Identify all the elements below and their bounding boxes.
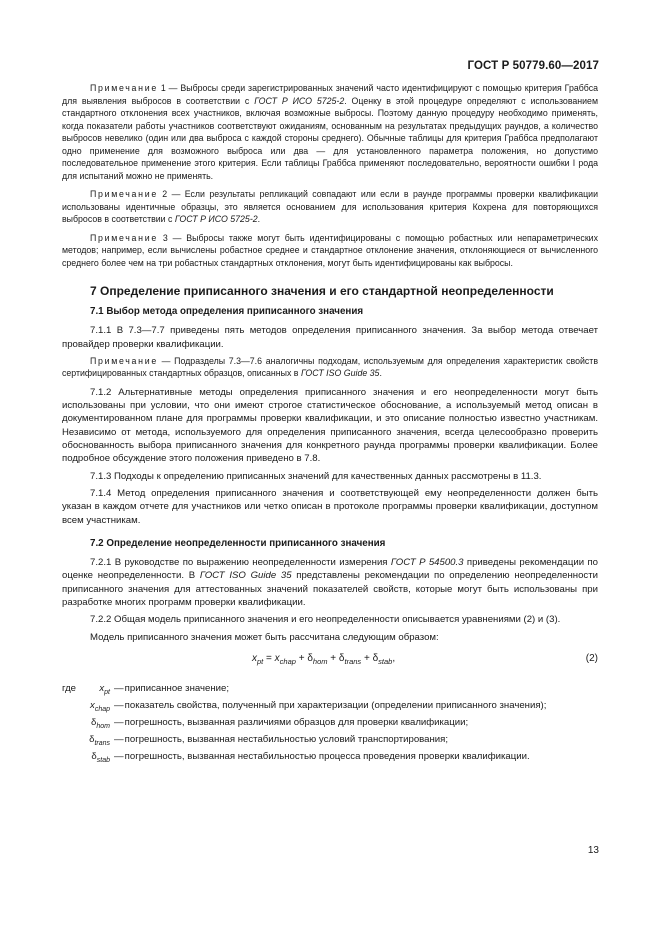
page-body	[62, 82, 598, 766]
definition-row	[62, 733, 598, 750]
note-2	[62, 188, 598, 226]
definition-row	[62, 716, 598, 733]
paragraph-text: 7.2.1 В руководстве по выражению неопределенности измерения	[90, 557, 391, 569]
document-id: ГОСТ Р 50779.60—2017	[467, 60, 599, 72]
note-label: Примечание	[90, 232, 158, 243]
note-1	[62, 82, 598, 182]
definition-symbol: $\delta_{hom}$	[91, 716, 110, 730]
page-number: 13	[587, 845, 599, 856]
formula-sub: hom	[312, 656, 328, 666]
formula-term: δ	[338, 652, 345, 664]
formula-term: δ	[307, 652, 313, 664]
standard-reference: ГОСТ Р 54500.3	[390, 557, 464, 569]
paragraph-7-1-3: 7.1.3 Подходы к определению приписанных значений для качественных данных рассмотрены в 11.3.	[90, 470, 542, 482]
paragraph-7-1-1: 7.1.1 В 7.3—7.7 приведены пять методов определения приписанного значения. За выбор метода отвечает провайдер проверки квалификации.	[62, 325, 598, 350]
note-text: — Подразделы 7.3—7.6 аналогичны подходам, используемым для определения характеристик свойств сертифицированных стандартных образцов, описанных в	[62, 355, 598, 379]
subsection-heading: 7.2 Определение неопределенности приписанного значения	[90, 537, 386, 549]
paragraph-model: Модель приписанного значения может быть рассчитана следующим образом:	[90, 631, 439, 643]
note-label: Примечание	[90, 83, 158, 93]
formula-term: δ	[372, 652, 379, 664]
note-3	[62, 232, 598, 270]
definition-symbol: $\delta_{stab}$	[91, 750, 110, 764]
standard-reference: ГОСТ Р ИСО 5725-2	[174, 214, 258, 224]
paragraph-7-2-1	[62, 556, 598, 609]
note-text-tail: .	[379, 368, 382, 379]
formula: $x_{pt} = x_{chap} + \delta_{hom} + \delta_{trans} + \delta_{stab}$,	[252, 652, 396, 666]
equation-2	[62, 650, 598, 672]
definition-symbol: $\delta_{trans}$	[89, 733, 110, 747]
definition-text: — приписанное значение;	[114, 682, 229, 694]
definition-text: — погрешность, вызванная различиями образцов для проверки квалификации;	[114, 716, 469, 728]
paragraph-7-1-2: 7.1.2 Альтернативные методы определения приписанного значения и его неопределенности могут быть использованы при условии, что они имеют строгое статистическое обоснование, а используемый метод описан в документированном плане для программы проверки квалификации, и это описание полностью известно участникам. Независимо от метода, используемого для определения приписанного значения, всегда целесообразно проверить обоснованность выбора приписанного значения для конкретного раунда программы проверки квалификации. Более подробное обсуждение этого положения приведено в 7.8.	[62, 386, 598, 465]
note-text: 1 — Выбросы среди зарегистрированных значений часто идентифицируют с помощью критерия Граббса для выявления выбросов в соответствии с	[62, 83, 598, 106]
definitions-list	[62, 682, 598, 767]
formula-sub: stab	[378, 656, 393, 666]
definition-row	[62, 699, 598, 716]
note-7-1	[62, 355, 598, 380]
note-text: 2 — Если результаты репликаций совпадают или если в раунде программы проверки квалификации использованы идентичные образцы, это является основанием для использования критерия Кохрена для повторяющихся выбросов в соответствии с	[62, 189, 598, 224]
note-text-tail: . Оценку в этой процедуре определяют с использованием стандартного отклонения всех участников, включая возможные выбросы. Поэтому данную процедуру необходимо применять, когда показатели работы участников соответствуют ожиданиям, основанным на результатах предыдущих раундов, а количество выбросов невелико (один или два выброса с каждой стороны среднего). Обычные таблицы для критерия Граббса предполагают одно применение для возможного выброса или два — для установленного параметра положения, но допустимо последовательное применение этого критерия. Если таблицы Граббса применяют последовательно, вероятности ошибки I рода для испытаний можно не применять.	[62, 95, 599, 181]
paragraph-text: приведены рекомендации по оценке неопределенности. В	[62, 557, 598, 582]
subsection-heading: 7.1 Выбор метода определения приписанного значения	[90, 306, 364, 317]
definition-symbol: $x_{pt}$	[99, 682, 110, 696]
formula-sub: trans	[344, 656, 362, 666]
where-label: где	[62, 682, 77, 694]
note-text: 3 — Выбросы также могут быть идентифицированы с помощью робастных или непараметрических методов; например, если вычислены робастное среднее и стандартное отклонение значения, отклоняющиеся от вычисленного среднего более чем на три робастных стандартных отклонения, могут быть идентифицированы как выбросы.	[62, 232, 598, 268]
definition-text: — показатель свойства, полученный при характеризации (определении приписанного значения);	[114, 699, 547, 711]
paragraph-7-1-4: 7.1.4 Метод определения приписанного значения и соответствующей ему неопределенности должен быть указан в каждом отчете для участников или четко описан в протоколе программы проверки квалификации, доступном всем участникам.	[62, 487, 598, 526]
section-heading: 7 Определение приписанного значения и его стандартной неопределенности	[90, 284, 554, 298]
definition-symbol: $x_{chap}$	[90, 699, 110, 713]
formula-term: x	[274, 652, 280, 664]
definition-row	[62, 750, 598, 767]
definition-row	[62, 682, 598, 699]
formula-lhs: x	[252, 652, 257, 664]
standard-reference: ГОСТ Р ИСО 5725-2	[254, 95, 345, 106]
definition-text: — погрешность, вызванная нестабильностью процесса проведения проверки квалификации.	[114, 750, 530, 762]
note-text-tail: .	[257, 214, 261, 224]
equation-number: (2)	[585, 652, 598, 664]
paragraph-text: представлены рекомендации по определению неопределенности приписанного значения для аттестованных значений показателей свойств, которые могут быть использованы при разработке многих программ проверки квалификации.	[62, 570, 598, 609]
definition-text: — погрешность, вызванная нестабильностью условий транспортирования;	[114, 733, 449, 745]
standard-reference: ГОСТ ISO Guide 35	[300, 368, 380, 379]
note-label: Примечание	[90, 355, 158, 366]
formula-sub: pt	[257, 656, 264, 666]
standard-reference: ГОСТ ISO Guide 35	[199, 570, 292, 582]
paragraph-7-2-2: 7.2.2 Общая модель приписанного значения и его неопределенности описывается уравнениями (2) и (3).	[90, 614, 561, 626]
formula-sub: chap	[279, 656, 296, 666]
note-label: Примечание	[90, 189, 158, 199]
